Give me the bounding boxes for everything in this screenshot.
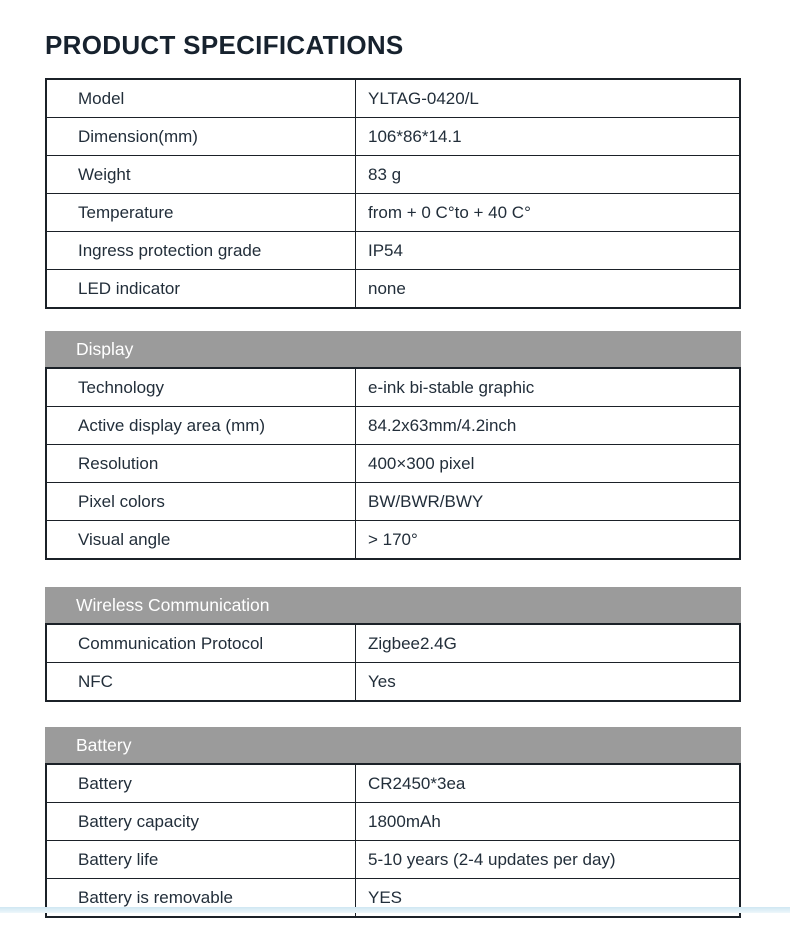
section-header-display: Display <box>45 331 741 367</box>
section-battery <box>45 727 741 918</box>
table-row <box>47 444 739 482</box>
table-row <box>47 840 739 878</box>
spec-value: 1800mAh <box>355 803 739 840</box>
table-row <box>47 80 739 117</box>
spec-value: YES <box>355 879 739 916</box>
spec-value: none <box>355 270 739 307</box>
footer-accent-strip <box>0 907 790 913</box>
table-row <box>47 369 739 406</box>
table-row <box>47 520 739 558</box>
table-row <box>47 765 739 802</box>
table-row <box>47 802 739 840</box>
spec-label: Visual angle <box>78 529 171 549</box>
table-row <box>47 193 739 231</box>
table-row <box>47 117 739 155</box>
table-row <box>47 482 739 520</box>
spec-label: Pixel colors <box>78 491 165 511</box>
spec-value: BW/BWR/BWY <box>355 483 739 520</box>
spec-value: from + 0 C°to + 40 C° <box>355 194 739 231</box>
spec-value: Zigbee2.4G <box>355 625 739 662</box>
general-spec-table <box>45 78 741 309</box>
table-row <box>47 625 739 662</box>
spec-value: e-ink bi-stable graphic <box>355 369 739 406</box>
spec-value: 83 g <box>355 156 739 193</box>
spec-value: 84.2x63mm/4.2inch <box>355 407 739 444</box>
spec-value: Yes <box>355 663 739 700</box>
table-row <box>47 269 739 307</box>
spec-label: Communication Protocol <box>78 633 264 653</box>
page-content <box>45 0 741 918</box>
spec-value: 400×300 pixel <box>355 445 739 482</box>
table-row <box>47 406 739 444</box>
display-spec-table <box>45 367 741 560</box>
section-display <box>45 331 741 560</box>
section-header-battery: Battery <box>45 727 741 763</box>
spec-label: Dimension(mm) <box>78 126 198 146</box>
table-row <box>47 662 739 700</box>
table-row <box>47 231 739 269</box>
spec-value: 5-10 years (2-4 updates per day) <box>355 841 739 878</box>
spec-value: CR2450*3ea <box>355 765 739 802</box>
spec-label: NFC <box>78 671 113 691</box>
wireless-spec-table <box>45 623 741 702</box>
spec-label: Active display area (mm) <box>78 415 266 435</box>
spec-label: Ingress protection grade <box>78 240 262 260</box>
spec-label: Battery <box>78 773 132 793</box>
spec-value: IP54 <box>355 232 739 269</box>
spec-value: > 170° <box>355 521 739 558</box>
page-title: PRODUCT SPECIFICATIONS <box>45 30 404 60</box>
spec-label: Technology <box>78 377 165 397</box>
spec-value: YLTAG-0420/L <box>355 80 739 117</box>
spec-value: 106*86*14.1 <box>355 118 739 155</box>
spec-label: Weight <box>78 164 131 184</box>
battery-spec-table <box>45 763 741 918</box>
spec-label: Temperature <box>78 202 174 222</box>
spec-label: Resolution <box>78 453 159 473</box>
table-row <box>47 155 739 193</box>
spec-label: LED indicator <box>78 278 181 298</box>
section-wireless-communication <box>45 587 741 702</box>
spec-label: Battery life <box>78 849 159 869</box>
section-header-wireless-communication: Wireless Communication <box>45 587 741 623</box>
spec-label: Model <box>78 88 125 108</box>
spec-label: Battery is removable <box>78 887 233 907</box>
section-general <box>45 78 741 309</box>
spec-label: Battery capacity <box>78 811 199 831</box>
